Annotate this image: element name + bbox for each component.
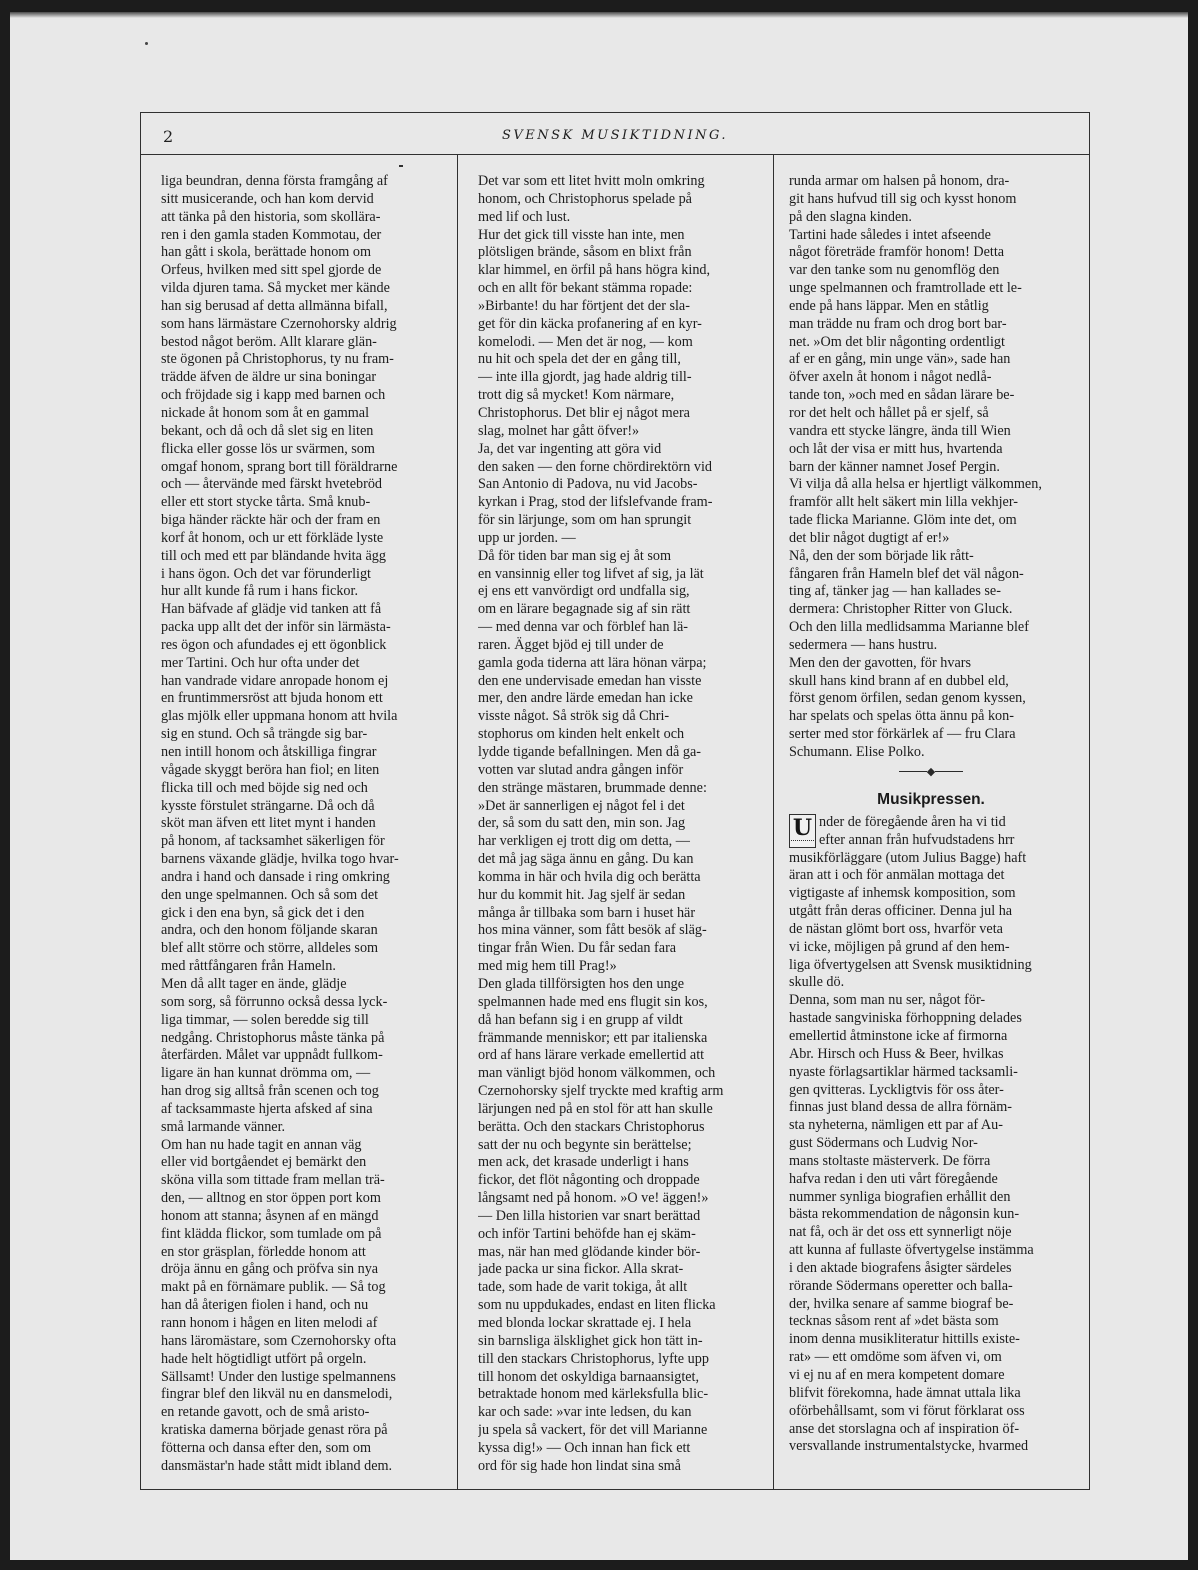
text-line: den ene undervisade emedan han visste — [478, 672, 702, 689]
text-line: ligare än han kunnat drömma om, — — [161, 1065, 371, 1082]
text-line: något företräde framför honom! Detta — [789, 244, 1005, 261]
text-line: res ögon och afundades ej ett ögonblick — [161, 636, 387, 653]
text-line: hur allt kunde få rum i hans fickor. — [161, 583, 358, 600]
text-line: vågade skyggt beröra han fiol; en liten — [161, 761, 380, 778]
text-line: runda armar om halsen på honom, dra- — [789, 173, 1010, 189]
text-line: nedgång. Christophorus måste tänka på — [161, 1029, 385, 1046]
text-line: »Birbante! du har förtjent det der sla- — [478, 297, 690, 314]
text-line: utgått från deras officiner. Denna jul ha — [789, 903, 1013, 920]
text-line: vi ej nu af en mera kompetent domare — [789, 1367, 1005, 1383]
text-line: raren. Ägget bjöd ej till under de — [478, 636, 664, 653]
text-line: Christophorus. Det blir ej något mera — [478, 404, 690, 421]
text-line: mer Tartini. Och hur ofta under det — [161, 654, 360, 671]
text-line: Men då allt tager en ände, glädje — [161, 975, 347, 992]
text-line: Det var som ett litet hvitt moln omkring — [478, 173, 705, 189]
text-line: nat få, och är det oss ett synnerligt nöje — [789, 1224, 1012, 1241]
text-line: get för din käcka profanering af en kyr- — [478, 315, 702, 332]
text-line: Men den der gavotten, för hvars — [789, 654, 972, 671]
text-line: vi icke, möjligen på grund af den hem- — [789, 938, 1010, 955]
text-line: liga timmar, — solen beredde sig till — [161, 1011, 369, 1028]
text-line: Orfeus, hvilken med sitt spel gjorde de — [161, 262, 382, 279]
text-line: makt på en förnämare publik. — Så tog — [161, 1279, 386, 1296]
column-1 — [161, 155, 444, 1489]
text-line: i den aktade biografens åsigter särdeles — [789, 1259, 1012, 1276]
text-line: vilda djuren tama. Så mycket mer kände — [161, 280, 390, 297]
text-line: blifvit förekomna, hade ämnat uttala lika — [789, 1384, 1021, 1401]
text-line: för sin lärjunge, som om han sprungit — [478, 512, 692, 529]
text-line: som hans lärmästare Czernohorsky aldrig — [161, 315, 397, 332]
text-line: öfver axeln åt honom i något nedlå- — [789, 369, 992, 386]
text-line: Nå, den der som började lik rått- — [789, 547, 974, 564]
text-line: glas mjölk eller uppmana honom att hvila — [161, 708, 398, 725]
running-title: SVENSK MUSIKTIDNING. — [501, 128, 729, 143]
text-line: fint klädda flickor, som tumlade om på — [161, 1225, 382, 1242]
scan-edge-shadow — [10, 12, 1188, 18]
text-line: till den stackars Christophorus, lyfte upp — [478, 1350, 709, 1367]
text-line: Den glada tillförsigten hos den unge — [478, 975, 685, 992]
text-line: nickade åt honom som åt en gammal — [161, 404, 370, 421]
text-line: kar och sade: »var inte ledsen, du kan — [478, 1404, 692, 1421]
text-line: barnens växande glädje, hvilka togo hvar- — [161, 851, 399, 868]
text-line: flicka eller gosse lös ur svärmen, som — [161, 440, 375, 457]
text-line: tecknas såsom rent af »det bästa som — [789, 1313, 999, 1330]
text-line: kyrkan i Prag, stod der lifslefvande fram- — [478, 494, 713, 511]
text-line: vandra ett stycke längre, ända till Wien — [789, 422, 1011, 439]
text-line: dröja ännu en gång och pröfva sin nya — [161, 1261, 379, 1278]
text-line: ju spela så vackert, för det vill Marianne — [478, 1422, 708, 1439]
text-line: rann honom i hågen en liten melodi af — [161, 1315, 378, 1331]
text-line: eller vid bortgåendet ej bemärkt den — [161, 1154, 367, 1171]
text-line: till honom det oskyldiga barnaansigtet, — [478, 1368, 700, 1385]
text-line: på honom, af tacksamhet säkerligen för — [161, 833, 385, 850]
text-line: och fröjdade sig i kapp med barnen och — [161, 387, 386, 404]
text-line: med mig hem till Prag!» — [478, 958, 617, 975]
text-line: komma in här och hvila dig och berätta — [478, 868, 701, 885]
text-line: Schumann. Elise Polko. — [789, 744, 925, 760]
text-line: versvallande instrumentalstycke, hvarmed — [789, 1438, 1029, 1455]
text-line: net. »Om det blir någonting ordentligt — [789, 333, 1005, 350]
text-line: anse det storslagna och af inspiration öf- — [789, 1420, 1020, 1437]
text-line: små larmande vänner. — [161, 1118, 286, 1135]
text-line: fingrar blef den likväl nu en dansmelodi, — [161, 1386, 393, 1403]
text-line: efter annan från hufvudstadens hrr — [819, 831, 1015, 848]
text-line: ej ens ett vanvördigt ord undfalla sig, — [478, 583, 690, 600]
text-line: — med denna var och förblef han lä- — [478, 619, 688, 636]
text-line: gen qvitteras. Lyckligtvis för oss åter- — [789, 1081, 1004, 1098]
text-line: han gått i skola, berättade honom om — [161, 244, 371, 261]
text-line: kysste förstulet strängarne. Då och då — [161, 797, 375, 814]
text-line: nyaste förlagsartiklar härmed tacksamli- — [789, 1063, 1018, 1080]
text-line: — inte illa gjordt, jag hade aldrig till- — [478, 369, 692, 386]
text-line: flicka till och med böjde sig ned och — [161, 779, 368, 796]
text-line: om en lärare begagnade sig af sin rätt — [478, 601, 691, 618]
text-line: fötterna och dansa efter den, som om — [161, 1439, 371, 1456]
text-line: plötsligen brände, såsom en blixt från — [478, 244, 692, 261]
text-line: hade helt högtidligt utfört på orgeln. — [161, 1350, 367, 1367]
text-line: musikförläggare (utom Julius Bagge) haft — [789, 849, 1027, 866]
column-3-article-end — [789, 155, 1073, 762]
text-line: sig en stund. Och så trängde sig bar- — [161, 726, 368, 743]
text-line: af tacksammaste hjerta afsked af sina — [161, 1100, 373, 1117]
text-line: oförbehållsamt, som vi förut förklarat oss — [789, 1402, 1025, 1419]
text-line: omgaf honom, sprang bort till föräldrarne — [161, 458, 398, 475]
text-line: Och den lilla medlidsamma Marianne blef — [789, 619, 1029, 636]
text-line: dermera: Christopher Ritter von Gluck. — [789, 601, 1013, 618]
text-line: trädde äfven de äldre ur sina boningar — [161, 369, 377, 386]
text-line: och — återvände med färskt hvetebröd — [161, 476, 383, 493]
text-line: unge spelmannen och framtrollade ett le- — [789, 280, 1022, 297]
text-line: ste ögonen på Christophorus, ty nu fram- — [161, 351, 394, 368]
text-line: ord för sig hade hon lindat sina små — [478, 1457, 681, 1474]
text-line: tingar från Wien. Du får sedan fara — [478, 940, 677, 957]
text-line: sitt musicerande, och han kom dervid — [161, 190, 374, 207]
text-line: gamla goda tiderna att lära hönan värpa; — [478, 654, 707, 671]
text-line: satt der nu och begynte sin berättelse; — [478, 1136, 692, 1153]
text-line: stophorus om kinden helt enkelt och — [478, 726, 685, 743]
margin-speck — [145, 42, 148, 45]
text-line: en stor gräsplan, förledde honom att — [161, 1243, 366, 1260]
text-line: finnas just bland dessa de allra förnäm- — [789, 1099, 1012, 1116]
text-line: har spelats och spelas ötta ännu på kon- — [789, 708, 1014, 725]
text-line: bekant, och då och då slet sig en liten — [161, 422, 374, 439]
text-line: liga beundran, denna första framgång af — [161, 173, 388, 189]
text-line: med råttfångaren från Hameln. — [161, 958, 336, 975]
text-line: gick i den ena byn, så gick det i den — [161, 904, 365, 921]
text-line: barn der känner namnet Josef Pergin. — [789, 458, 1000, 475]
text-line: hur du kommit hit. Jag sjelf är sedan — [478, 886, 686, 903]
text-line: San Antonio di Padova, nu vid Jacobs- — [478, 476, 698, 493]
column-2 — [478, 155, 765, 1489]
text-line: hans läromästare, som Czernohorsky ofta — [161, 1332, 397, 1349]
text-line: och låt der visa er mitt hus, hvartenda — [789, 440, 1003, 457]
text-line: framför allt helt säkert min lilla vekhjer- — [789, 494, 1018, 511]
text-line: vigtigaste af inhemsk komposition, som — [789, 885, 1016, 902]
drop-cap-letter: U — [792, 814, 813, 841]
text-line: slag, molnet har gått öfver!» — [478, 422, 640, 439]
text-line: serter med stor förkärlek af — fru Clara — [789, 726, 1016, 743]
text-line: emellertid åtminstone icke af firmorna — [789, 1027, 1008, 1044]
text-line: mans stoltaste mästerverk. De förra — [789, 1152, 991, 1169]
section-divider-ornament: ◆ — [789, 764, 1073, 780]
text-line: och inför Tartini behöfde han ej skäm- — [478, 1225, 696, 1242]
text-line: långsamt ned på honom. »O ve! äggen!» — [478, 1190, 709, 1207]
text-line: nder de föregående åren ha vi tid — [819, 813, 1006, 830]
text-line: var den tanke som nu genomflög den — [789, 262, 1000, 279]
text-line: nu hit och spela det der en gång till, — [478, 351, 681, 368]
text-line: lärjungen ned på en stol för att han skulle — [478, 1100, 713, 1117]
text-line: Vi vilja då alla helsa er hjertligt välkommen, — [789, 476, 1042, 493]
text-line: hastade sangviniska förhoppning delades — [789, 1010, 1022, 1027]
text-line: dansmästar'n hade stått midt ibland dem. — [161, 1457, 393, 1474]
text-line: biga händer räckte här och der fram en — [161, 512, 381, 529]
text-line: en retande gavott, och de små aristo- — [161, 1404, 370, 1421]
text-line: Denna, som man nu ser, något för- — [789, 992, 986, 1009]
text-line: men ack, det krasade underligt i hans — [478, 1154, 689, 1171]
text-line: ren i den gamla staden Kommotau, der — [161, 226, 382, 243]
text-line: liga öfvertygelsen att Svensk musiktidning — [789, 956, 1032, 973]
text-line: betraktade honom med kärleksfulla blic- — [478, 1386, 709, 1403]
text-line: fångaren från Hameln blef det väl någon- — [789, 565, 1024, 582]
text-line: det må jag säga ännu en gång. Du kan — [478, 851, 694, 868]
drop-cap-initial — [789, 814, 816, 848]
text-line: att tänka på den historia, som skollära- — [161, 208, 381, 225]
text-line: upp ur jorden. — — [478, 529, 576, 546]
text-line: först genom örfilen, sedan genom kyssen, — [789, 690, 1026, 707]
text-line: trott dig så mycket! Kom närmare, — [478, 387, 675, 404]
text-line: spelmannen hade med ens flugit sin kos, — [478, 993, 708, 1010]
text-line: sedermera — hans hustru. — [789, 636, 938, 653]
text-line: ende på hans läppar. Men en ståtlig — [789, 297, 989, 314]
text-line: de nästan glömt bort oss, hvarför veta — [789, 920, 1003, 937]
text-line: till och med ett par bländande hvita ägg — [161, 547, 386, 564]
text-line: han sig berusad af detta allmänna bifall, — [161, 297, 388, 314]
text-line: jade packa ur sina fickor. Alla skrat- — [478, 1261, 684, 1278]
text-line: nummer synliga biografien erhållit den — [789, 1188, 1011, 1205]
text-line: den saken — den forne chördirektörn vid — [478, 458, 713, 475]
column-3 — [789, 155, 1073, 1489]
text-line: det blir något dugtigt af er!» — [789, 529, 950, 546]
text-line: sköt man äfven ett litet mynt i handen — [161, 815, 376, 832]
column-rule — [457, 155, 458, 1489]
text-line: blef allt större och större, alldeles som — [161, 940, 379, 957]
text-line: skulle dö. — [789, 974, 845, 991]
text-line: sta nyheterna, nämligen ett par af Au- — [789, 1117, 1003, 1134]
text-line: der, hvilka senare af samme biograf be- — [789, 1295, 1014, 1312]
text-line: Ja, det var ingenting att göra vid — [478, 440, 662, 457]
text-line: sin barnsliga älsklighet gick hon tätt in- — [478, 1332, 703, 1349]
text-line: visste något. Så strök sig då Chri- — [478, 708, 670, 725]
text-line: hafva redan i den uti vårt föregående — [789, 1170, 998, 1187]
text-line: tade flicka Marianne. Glöm inte det, om — [789, 512, 1017, 529]
text-line: eller ett stort stycke tårta. Små knub- — [161, 494, 371, 511]
text-line: återfärden. Målet var uppnådt fullkom- — [161, 1047, 383, 1064]
text-line: git hans hufvud till sig och kysst honom — [789, 190, 1017, 207]
text-line: mer, den andre lärde emedan han icke — [478, 690, 693, 707]
text-line: »Det är sannerligen ej något fel i det — [478, 797, 685, 814]
text-line: honom, och Christophorus spelade på — [478, 190, 692, 207]
text-line: på den slagna kinden. — [789, 208, 912, 225]
text-line: klar himmel, en örfil på hans högra kind, — [478, 262, 711, 279]
column-2-text — [478, 155, 765, 1476]
drop-cap-flourish — [791, 840, 814, 846]
text-line: komelodi. — Men det är nog, — kom — [478, 333, 693, 350]
text-line: han drog sig alltså från scenen och tog — [161, 1083, 379, 1100]
text-line: sköna villa som tittade fram mellan trä- — [161, 1172, 385, 1189]
text-line: andra, och den honom följande skaran — [161, 922, 378, 939]
text-line: en vansinnig eller tog lifvet af sig, ja lät — [478, 565, 704, 582]
text-line: Han bäfvade af glädje vid tanken att få — [161, 601, 382, 618]
text-line: Czernohorsky sjelf tryckte med kraftig arm — [478, 1083, 724, 1100]
text-line: Abr. Hirsch och Huss & Beer, hvilkas — [789, 1045, 1004, 1062]
text-line: nen intill honom och åtskilliga fingrar — [161, 744, 377, 760]
text-line: der, så som du satt den, min son. Jag — [478, 815, 686, 832]
text-line: ord af hans lärare verkade emellertid att — [478, 1047, 705, 1064]
text-line: mas, när han med glödande kinder bör- — [478, 1243, 701, 1260]
text-line: andra i hand och dansade i ring omkring — [161, 868, 390, 885]
text-line: man vänligt bjöd honom välkommen, och — [478, 1065, 716, 1082]
text-line: bestod något beröm. Allt klarare glän- — [161, 333, 377, 350]
text-line: med lif och lust. — [478, 208, 571, 225]
column-1-text — [161, 155, 444, 1476]
text-line: i hans ögon. Och det var förunderligt — [161, 565, 371, 582]
text-line: rörande Södermans operetter och balla- — [789, 1277, 1013, 1294]
text-line: som nu uppdukades, endast en liten flicka — [478, 1297, 716, 1314]
text-line: ror det helt och hållet på er sjelf, så — [789, 404, 989, 421]
text-line: en fruntimmersröst att bjuda honom ett — [161, 690, 383, 707]
text-line: den stränge mästaren, brummade denne: — [478, 779, 707, 796]
text-line: berätta. Och den stackars Christophorus — [478, 1118, 705, 1135]
text-line: gust Södermans och Ludvig Nor- — [789, 1135, 978, 1152]
text-line: han då återigen fiolen i hand, och nu — [161, 1297, 369, 1314]
text-line: ting af, tänker jag — han kallades se- — [789, 583, 1001, 600]
text-line: att kunna af fullaste öfvertygelse instämma — [789, 1242, 1034, 1259]
text-line: inom denna musikliteratur hittills existe- — [789, 1331, 1020, 1348]
text-line: Tartini hade således i intet afseende — [789, 226, 991, 243]
text-line: packa upp allt det der inför sin lärmästa- — [161, 619, 391, 636]
text-line: Då för tiden bar man sig ej åt som — [478, 547, 672, 564]
text-line: främmande menniskor; ett par italienska — [478, 1029, 708, 1046]
text-line: honom att stanna; åsynen af en mängd — [161, 1207, 379, 1224]
text-line: bästa rekommendation de någonsin kun- — [789, 1206, 1020, 1223]
section-heading: Musikpressen. — [877, 790, 985, 808]
text-line: votten var slutad andra gången inför — [478, 761, 684, 778]
text-line: då han befann sig i en grupp af vildt — [478, 1011, 683, 1028]
running-header — [141, 113, 1089, 155]
text-line: lydde tigande befallningen. Men då ga- — [478, 744, 701, 760]
text-line: med blonda lockar skrattade ej. I hela — [478, 1315, 692, 1331]
text-line: han vandrade vidare anropade honom ej — [161, 672, 389, 689]
text-line: Om han nu hade tagit en annan väg — [161, 1136, 362, 1153]
text-line: hos mina vänner, som fått besök af släg- — [478, 922, 707, 939]
text-line: skull hans kind brann af en dubbel eld, — [789, 672, 1009, 689]
text-line: som sorg, så förrunno också dessa lyck- — [161, 993, 388, 1010]
text-line: af er en gång, min unge vän», sade han — [789, 351, 1011, 368]
text-line: kyssa dig!» — Och innan han fick ett — [478, 1439, 691, 1456]
column-3-section-text — [789, 814, 1073, 1456]
text-line: man trädde nu fram och drog bort bar- — [789, 315, 1007, 332]
page-number: 2 — [163, 127, 174, 146]
text-line: Sällsamt! Under den lustige spelmannens — [161, 1368, 396, 1385]
text-line: korf åt honom, och ur ett förkläde lyste — [161, 529, 384, 546]
text-line: många år tillbaka som barn i huset här — [478, 904, 696, 921]
text-line: Hur det gick till visste han inte, men — [478, 226, 685, 243]
text-line: den, — alltnog en stor öppen port kom — [161, 1190, 381, 1207]
text-line: äran att i och för anmälan mottaga det — [789, 867, 1005, 884]
text-line: tande ton, »och med en sådan lärare be- — [789, 387, 1015, 404]
text-line: rat» — ett omdöme som äfven vi, om — [789, 1349, 1002, 1366]
text-line: — Den lilla historien var snart berättad — [478, 1207, 701, 1224]
section-body — [789, 814, 1073, 1456]
text-line: kratiska damerna började genast röra på — [161, 1422, 388, 1439]
text-line: och en allt för bekant stämma ropade: — [478, 280, 693, 297]
text-line: tade, som hade de varit tokiga, åt allt — [478, 1279, 688, 1296]
page-frame — [140, 112, 1090, 1490]
column-rule — [773, 155, 774, 1489]
text-line: har verkligen ej trott dig om detta, — — [478, 833, 690, 850]
scanned-page — [10, 12, 1188, 1560]
text-line: fickor, det flöt någonting och droppade — [478, 1172, 700, 1189]
text-line: den unge spelmannen. Och så som det — [161, 886, 379, 903]
